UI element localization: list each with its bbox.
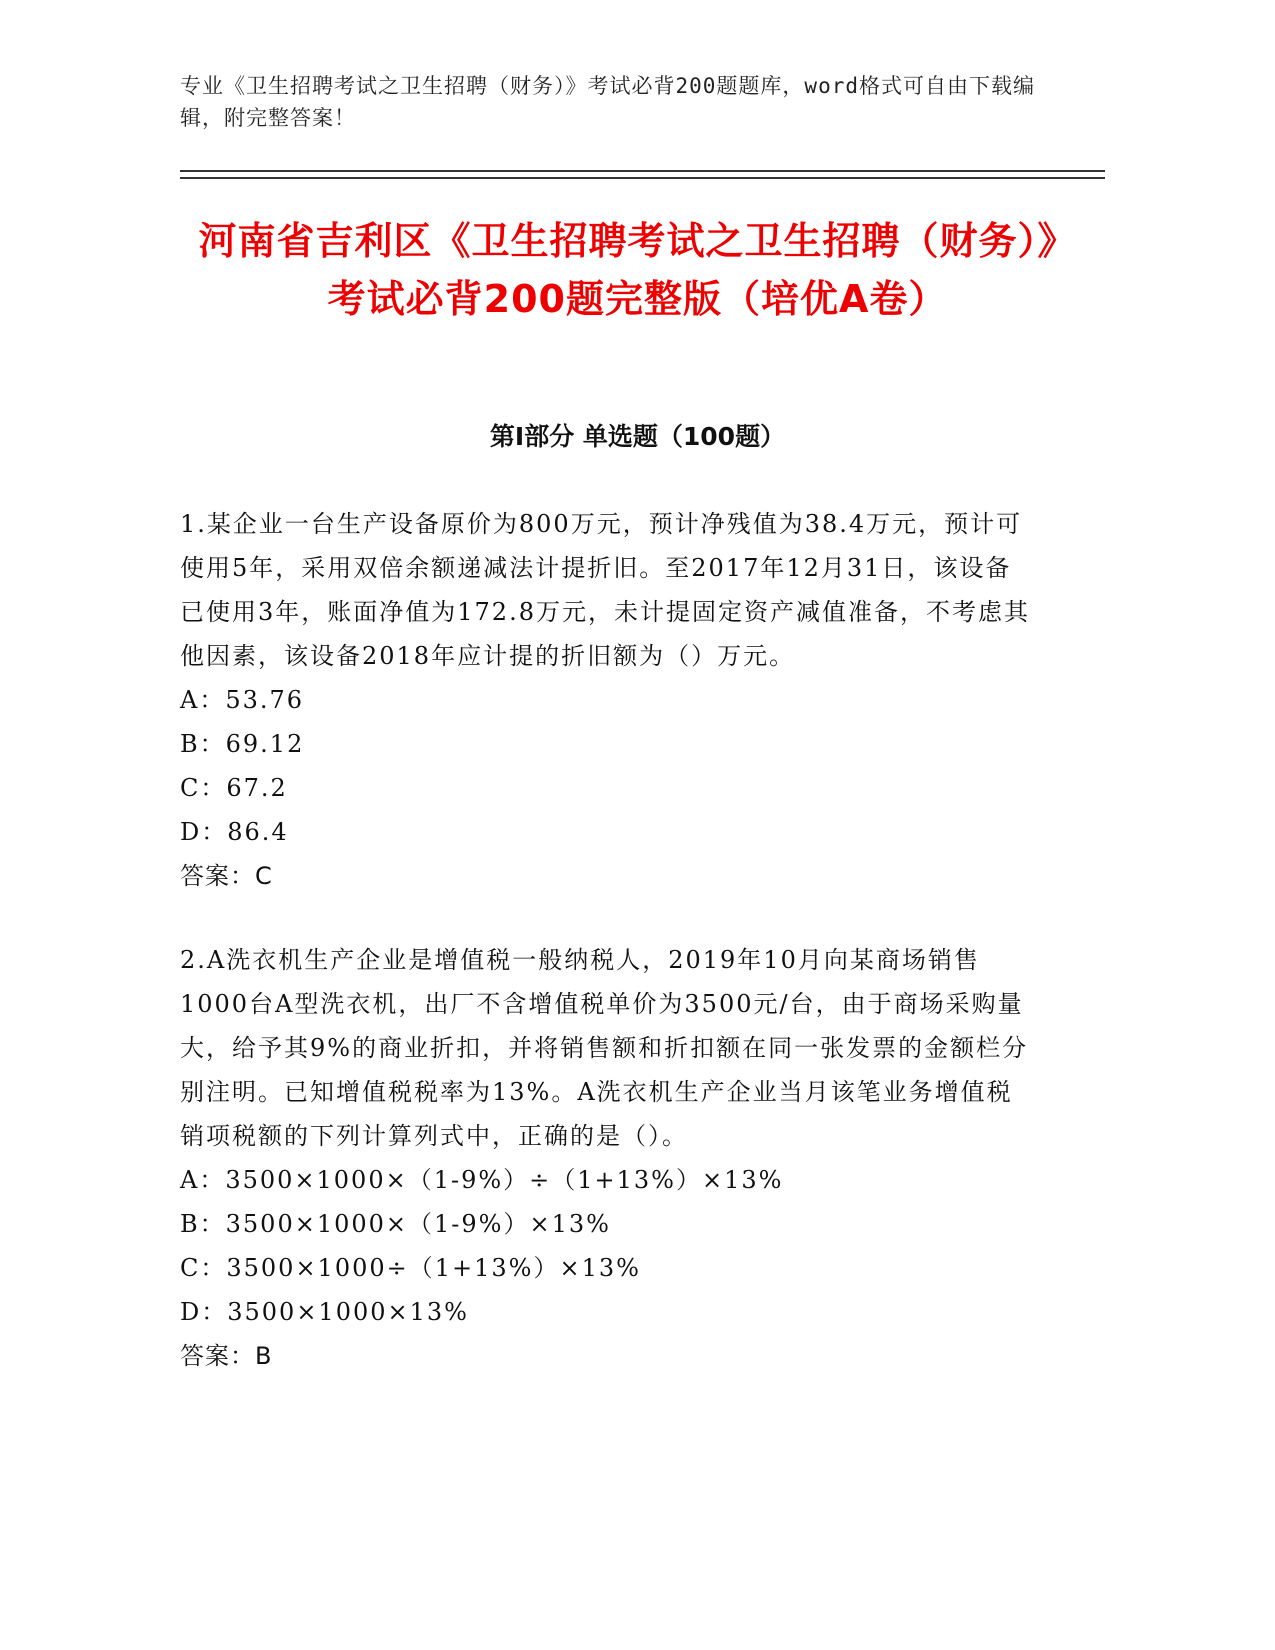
header-divider-bottom [180, 177, 1105, 179]
answer: 答案：C [180, 862, 273, 890]
option-a: A：3500×1000×（1-9%）÷（1+13%）×13% [180, 1166, 784, 1194]
header-divider-top [180, 170, 1105, 172]
answer: 答案：B [180, 1342, 273, 1370]
header-note: 专业《卫生招聘考试之卫生招聘（财务）》考试必背200题题库，word格式可自由下载编辑，附完整答案！ [180, 74, 1035, 130]
option-c: C：67.2 [180, 774, 288, 802]
section-heading: 第I部分 单选题（100题） [489, 422, 786, 451]
question-1 [180, 502, 1030, 898]
option-b: B：69.12 [180, 730, 305, 758]
document-title: 河南省吉利区《卫生招聘考试之卫生招聘（财务）》考试必背200题完整版（培优A卷） [198, 219, 1077, 321]
question-2 [180, 938, 1030, 1378]
option-d: D：86.4 [180, 818, 289, 846]
question-stem: 2.A洗衣机生产企业是增值税一般纳税人，2019年10月向某商场销售1000台A型洗衣机，出厂不含增值税单价为3500元/台，由于商场采购量大，给予其9%的商业折扣，并将销售额和折扣额在同一张发票的金额栏分别注明。已知增值税税率为13%。A洗衣机生产企业当月该笔业务增值税销项税额的下列计算列式中，正确的是（）。 [180, 946, 1029, 1150]
option-c: C：3500×1000÷（1+13%）×13% [180, 1254, 641, 1282]
question-stem: 1.某企业一台生产设备原价为800万元，预计净残值为38.4万元，预计可使用5年，采用双倍余额递减法计提折旧。至2017年12月31日，该设备已使用3年，账面净值为172.8万元，未计提固定资产减值准备，不考虑其他因素，该设备2018年应计提的折旧额为（）万元。 [180, 510, 1030, 670]
option-d: D：3500×1000×13% [180, 1298, 469, 1326]
option-a: A：53.76 [180, 686, 305, 714]
option-b: B：3500×1000×（1-9%）×13% [180, 1210, 611, 1238]
